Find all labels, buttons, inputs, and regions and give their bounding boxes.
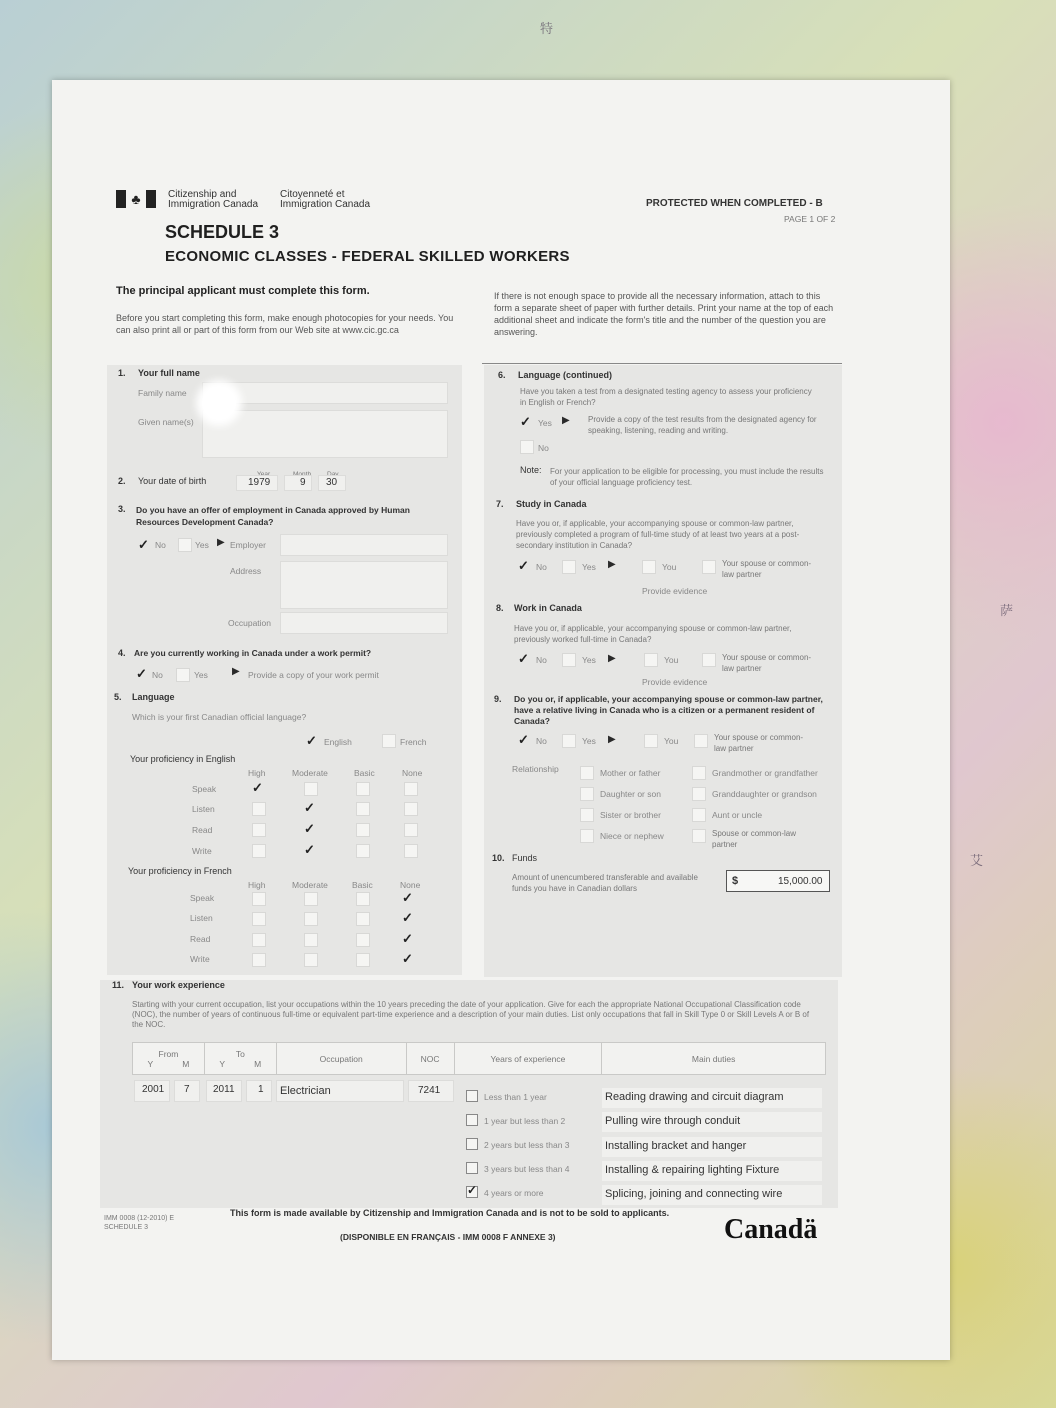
skill-speak: Speak <box>190 893 215 903</box>
employer-label: Employer <box>230 540 266 550</box>
family-name-field[interactable] <box>202 382 448 404</box>
noc-value: 7241 <box>418 1085 441 1096</box>
col-to: To Y M <box>204 1043 276 1075</box>
q5-label: Language <box>132 692 175 702</box>
eng-read-moderate-checkmark-icon[interactable]: ✓ <box>304 821 315 836</box>
q11-number: 11. <box>112 980 125 990</box>
q9-you-checkbox[interactable] <box>644 734 658 748</box>
q5-number: 5. <box>114 692 122 702</box>
checkbox[interactable] <box>356 844 370 858</box>
arrow-right-icon: ▶ <box>608 559 616 570</box>
q8-yes-label: Yes <box>582 655 596 665</box>
fr-write-none-checkmark-icon[interactable]: ✓ <box>402 951 413 966</box>
q4-yes-label: Yes <box>194 670 208 680</box>
q8-you-label: You <box>664 655 679 665</box>
q8-yes-checkbox[interactable] <box>562 653 576 667</box>
col-noc: NOC <box>406 1043 454 1075</box>
given-name-field[interactable] <box>202 410 448 458</box>
q11-label: Your work experience <box>132 980 225 990</box>
checkbox[interactable] <box>692 766 706 780</box>
checkbox[interactable] <box>404 823 418 837</box>
level-none: None <box>402 768 423 778</box>
q9-spouse-label: Your spouse or common-law partner <box>714 733 804 753</box>
checkbox[interactable] <box>356 802 370 816</box>
q7-you-label: You <box>662 562 677 572</box>
q7-question: Have you or, if applicable, your accompanying spouse or common-law partner, previously completed a program of full-time study of at least two years at a post-secondary institution in Canada? <box>516 519 800 550</box>
map-text: 萨 <box>1000 604 1014 619</box>
years-option-0: Less than 1 year <box>484 1092 547 1102</box>
checkbox[interactable] <box>404 802 418 816</box>
occupation-value: Electrician <box>280 1085 331 1097</box>
schedule-title: SCHEDULE 3 <box>165 222 280 242</box>
q2-label: Your date of birth <box>138 476 207 486</box>
q9-label: Do you or, if applicable, your accompanying spouse or common-law partner, have a relative living in Canada who is a citizen or a permanent resident of Canada? <box>514 694 823 726</box>
q6-question: Have you taken a test from a designated testing agency to assess your proficiency in English or French? <box>520 387 812 407</box>
q10-question: Amount of unencumbered transferable and available funds you have in Canadian dollars <box>512 873 698 893</box>
q4-no-label: No <box>152 670 163 680</box>
q3-label: Do you have an offer of employment in Canada approved by Human Resources Development Canada? <box>136 505 410 527</box>
checkbox[interactable] <box>252 933 266 947</box>
years-option-1: 1 year but less than 2 <box>484 1116 566 1126</box>
q5-question: Which is your first Canadian official language? <box>132 712 307 722</box>
q6-yes-checkmark-icon[interactable]: ✓ <box>520 414 531 429</box>
checkbox[interactable] <box>252 844 266 858</box>
level-basic: Basic <box>354 768 375 778</box>
years-3to4-checkbox[interactable] <box>466 1162 478 1174</box>
checkbox[interactable] <box>580 829 594 843</box>
french-proficiency-heading: Your proficiency in French <box>128 866 232 876</box>
q7-yes-checkbox[interactable] <box>562 560 576 574</box>
canada-wordmark: Canadä <box>724 1214 818 1245</box>
q7-number: 7. <box>496 499 504 509</box>
employer-field[interactable] <box>280 534 448 556</box>
checkbox[interactable] <box>356 892 370 906</box>
checkbox[interactable] <box>356 953 370 967</box>
skill-listen: Listen <box>190 913 213 923</box>
form-page <box>52 80 950 1360</box>
skill-write: Write <box>192 846 212 856</box>
rel-mother-father: Mother or father <box>600 768 661 778</box>
q7-evidence: Provide evidence <box>642 586 708 596</box>
level-high: High <box>248 880 266 890</box>
checkbox[interactable] <box>304 953 318 967</box>
checkbox[interactable] <box>580 787 594 801</box>
intro-right-text: If there is not enough space to provide all the necessary information, attach to this form a separate sheet of paper with further details. Print your name at the top of each additional sheet and indicate the form's title and the number of the question you are answering. <box>494 291 834 337</box>
checkbox[interactable] <box>356 782 370 796</box>
page-number: PAGE 1 OF 2 <box>784 214 836 224</box>
footer-french: (DISPONIBLE EN FRANÇAIS - IMM 0008 F ANNEXE 3) <box>340 1232 556 1242</box>
footer-notice: This form is made available by Citizenship and Immigration Canada and is not to be sold to applicants. <box>230 1208 670 1218</box>
q7-label: Study in Canada <box>516 499 587 509</box>
q6-yes-label: Yes <box>538 418 552 428</box>
eng-listen-moderate-checkmark-icon[interactable]: ✓ <box>304 800 315 815</box>
q6-yes-note: Provide a copy of the test results from the designated agency for speaking, listening, reading and writing. <box>588 415 817 435</box>
col-occupation: Occupation <box>276 1043 406 1075</box>
intro-left-text: Before you start completing this form, make enough photocopies for your needs. You can also print all or part of this form from our Web site at www.cic.gc.ca <box>116 313 454 335</box>
funds-amount: 15,000.00 <box>778 876 823 887</box>
work-experience-table <box>132 1042 826 1075</box>
q3-yes-label: Yes <box>195 540 209 550</box>
duty-2[interactable]: Installing bracket and hanger <box>602 1137 822 1157</box>
fr-speak-none-checkmark-icon[interactable]: ✓ <box>402 890 413 905</box>
canada-flag-icon: ♣ <box>116 190 156 208</box>
rel-grandparent: Grandmother or grandfather <box>712 768 818 778</box>
checkbox[interactable] <box>304 892 318 906</box>
arrow-right-icon: ▶ <box>608 653 616 664</box>
col-years: Years of experience <box>454 1043 602 1075</box>
q6-note: For your application to be eligible for processing, you must include the results of your official language proficiency test. <box>550 467 824 487</box>
checkbox[interactable] <box>356 933 370 947</box>
checkbox[interactable] <box>252 892 266 906</box>
q7-yes-label: Yes <box>582 562 596 572</box>
duty-4[interactable]: Splicing, joining and connecting wire <box>602 1185 822 1205</box>
to-year-value: 2011 <box>213 1084 235 1095</box>
checkbox[interactable] <box>252 802 266 816</box>
q4-label: Are you currently working in Canada under a work permit? <box>134 648 372 658</box>
level-none: None <box>400 880 421 890</box>
q8-you-checkbox[interactable] <box>644 653 658 667</box>
q9-spouse-checkbox[interactable] <box>694 734 708 748</box>
arrow-right-icon: ▶ <box>608 734 616 745</box>
q6-number: 6. <box>498 370 506 380</box>
checkbox[interactable] <box>304 782 318 796</box>
english-proficiency-heading: Your proficiency in English <box>130 754 236 764</box>
redaction-mark <box>202 386 236 420</box>
arrow-right-icon: ▶ <box>217 537 225 548</box>
address-field[interactable] <box>280 561 448 609</box>
family-name-label: Family name <box>138 388 187 398</box>
q7-spouse-checkbox[interactable] <box>702 560 716 574</box>
q7-spouse-label: Your spouse or common-law partner <box>722 559 812 579</box>
page-title: ECONOMIC CLASSES - FEDERAL SKILLED WORKERS <box>165 248 570 265</box>
checkbox[interactable] <box>580 808 594 822</box>
q4-no-checkmark-icon[interactable]: ✓ <box>136 666 147 681</box>
q8-question: Have you or, if applicable, your accompanying spouse or common-law partner, previously worked full-time in Canada? <box>514 624 792 644</box>
given-name-label: Given name(s) <box>138 417 194 427</box>
q4-yes-checkbox[interactable] <box>176 668 190 682</box>
checkbox[interactable] <box>252 912 266 926</box>
skill-read: Read <box>192 825 213 835</box>
level-basic: Basic <box>352 880 373 890</box>
q9-you-label: You <box>664 736 679 746</box>
rel-sister-brother: Sister or brother <box>600 810 661 820</box>
q8-spouse-checkbox[interactable] <box>702 653 716 667</box>
years-option-4: 4 years or more <box>484 1188 544 1198</box>
q8-label: Work in Canada <box>514 603 582 613</box>
q4-note: Provide a copy of your work permit <box>248 670 379 680</box>
from-year-value: 2001 <box>142 1084 165 1095</box>
col-duties: Main duties <box>602 1043 826 1075</box>
fr-listen-none-checkmark-icon[interactable]: ✓ <box>402 910 413 925</box>
checkbox[interactable] <box>692 787 706 801</box>
level-moderate: Moderate <box>292 768 328 778</box>
checkbox[interactable] <box>252 823 266 837</box>
rel-daughter-son: Daughter or son <box>600 789 661 799</box>
checkbox[interactable] <box>692 808 706 822</box>
q8-number: 8. <box>496 603 504 613</box>
q3-no-label: No <box>155 540 166 550</box>
q9-number: 9. <box>494 694 502 704</box>
department-fr: Citoyenneté et Immigration Canada <box>280 189 371 210</box>
q10-label: Funds <box>512 853 538 863</box>
q6-no-label: No <box>538 443 549 453</box>
divider <box>482 363 842 364</box>
dob-month-value: 9 <box>300 477 306 488</box>
checkbox[interactable] <box>304 912 318 926</box>
rel-grandchild: Granddaughter or grandson <box>712 789 817 799</box>
employer-occupation-field[interactable] <box>280 612 448 634</box>
fr-read-none-checkmark-icon[interactable]: ✓ <box>402 931 413 946</box>
eng-write-moderate-checkmark-icon[interactable]: ✓ <box>304 842 315 857</box>
skill-listen: Listen <box>192 804 215 814</box>
level-high: High <box>248 768 266 778</box>
form-id: IMM 0008 (12-2010) E SCHEDULE 3 <box>104 1215 175 1231</box>
rel-niece-nephew: Niece or nephew <box>600 831 664 841</box>
q6-label: Language (continued) <box>518 370 612 380</box>
protected-label: PROTECTED WHEN COMPLETED - B <box>646 198 823 209</box>
q6-no-checkbox[interactable] <box>520 440 534 454</box>
french-checkbox[interactable] <box>382 734 396 748</box>
q7-no-label: No <box>536 562 547 572</box>
q11-instructions: Starting with your current occupation, list your occupations within the 10 years preceding the date of your application. Give for each the appropriate National Occupational Classification code (NOC), the number of years of continuous full-time or equivalent part-time experience and a description of your main duties. List only occupations that fall in Skill Type 0 or Skill Levels A or B of the NOC. <box>132 1000 810 1029</box>
q7-no-checkmark-icon[interactable]: ✓ <box>518 558 529 573</box>
checkbox[interactable] <box>404 782 418 796</box>
eng-speak-high-checkmark-icon[interactable]: ✓ <box>252 780 263 795</box>
from-month-value: 7 <box>184 1084 190 1095</box>
q3-yes-checkbox[interactable] <box>178 538 192 552</box>
checkbox[interactable] <box>356 823 370 837</box>
years-option-3: 3 years but less than 4 <box>484 1164 570 1174</box>
to-month-value: 1 <box>258 1084 264 1095</box>
checkbox[interactable] <box>304 933 318 947</box>
map-text: 特 <box>540 22 554 37</box>
duty-3[interactable]: Installing & repairing lighting Fixture <box>602 1161 822 1181</box>
rel-aunt-uncle: Aunt or uncle <box>712 810 763 820</box>
funds-currency: $ <box>732 875 739 887</box>
q3-no-checkmark-icon[interactable]: ✓ <box>138 537 149 552</box>
english-label: English <box>324 737 352 747</box>
intro-heading: The principal applicant must complete this form. <box>116 285 370 297</box>
years-1to2-checkbox[interactable] <box>466 1114 478 1126</box>
skill-speak: Speak <box>192 784 217 794</box>
q8-no-label: No <box>536 655 547 665</box>
q8-spouse-label: Your spouse or common-law partner <box>722 653 812 673</box>
q7-you-checkbox[interactable] <box>642 560 656 574</box>
q8-evidence: Provide evidence <box>642 677 708 687</box>
checkbox[interactable] <box>404 844 418 858</box>
dob-year-value: 1979 <box>248 477 271 488</box>
q2-number: 2. <box>118 476 126 486</box>
q6-note-label: Note: <box>520 465 542 475</box>
skill-write: Write <box>190 954 210 964</box>
years-option-2: 2 years but less than 3 <box>484 1140 570 1150</box>
q9-no-label: No <box>536 736 547 746</box>
q1-label: Your full name <box>138 368 200 378</box>
french-label: French <box>400 737 427 747</box>
q3-number: 3. <box>118 504 126 514</box>
q8-no-checkmark-icon[interactable]: ✓ <box>518 651 529 666</box>
years-4plus-checkmark-icon[interactable]: ✓ <box>467 1183 478 1197</box>
arrow-right-icon: ▶ <box>562 415 570 426</box>
checkbox[interactable] <box>580 766 594 780</box>
years-2to3-checkbox[interactable] <box>466 1138 478 1150</box>
level-moderate: Moderate <box>292 880 328 890</box>
q9-no-checkmark-icon[interactable]: ✓ <box>518 732 529 747</box>
dob-day-value: 30 <box>326 477 338 488</box>
q10-number: 10. <box>492 853 505 863</box>
map-text: 艾 <box>970 854 984 869</box>
checkbox[interactable] <box>252 953 266 967</box>
dob-month-field[interactable] <box>284 475 312 491</box>
q4-number: 4. <box>118 648 126 658</box>
address-label: Address <box>230 566 262 576</box>
checkbox[interactable] <box>356 912 370 926</box>
occupation-label: Occupation <box>228 618 271 628</box>
checkbox[interactable] <box>692 829 706 843</box>
english-checkmark-icon[interactable]: ✓ <box>306 733 317 748</box>
col-from: From Y M <box>133 1043 205 1075</box>
duty-1[interactable]: Pulling wire through conduit <box>602 1112 822 1132</box>
relationship-label: Relationship <box>512 764 559 774</box>
years-lt1-checkbox[interactable] <box>466 1090 478 1102</box>
q9-yes-label: Yes <box>582 736 596 746</box>
q9-yes-checkbox[interactable] <box>562 734 576 748</box>
rel-spouse: Spouse or common-law partner <box>712 829 797 849</box>
q1-number: 1. <box>118 368 126 378</box>
arrow-right-icon: ▶ <box>232 666 240 677</box>
department-en: Citizenship and Immigration Canada <box>168 189 259 210</box>
duty-0[interactable]: Reading drawing and circuit diagram <box>602 1088 822 1108</box>
skill-read: Read <box>190 934 211 944</box>
